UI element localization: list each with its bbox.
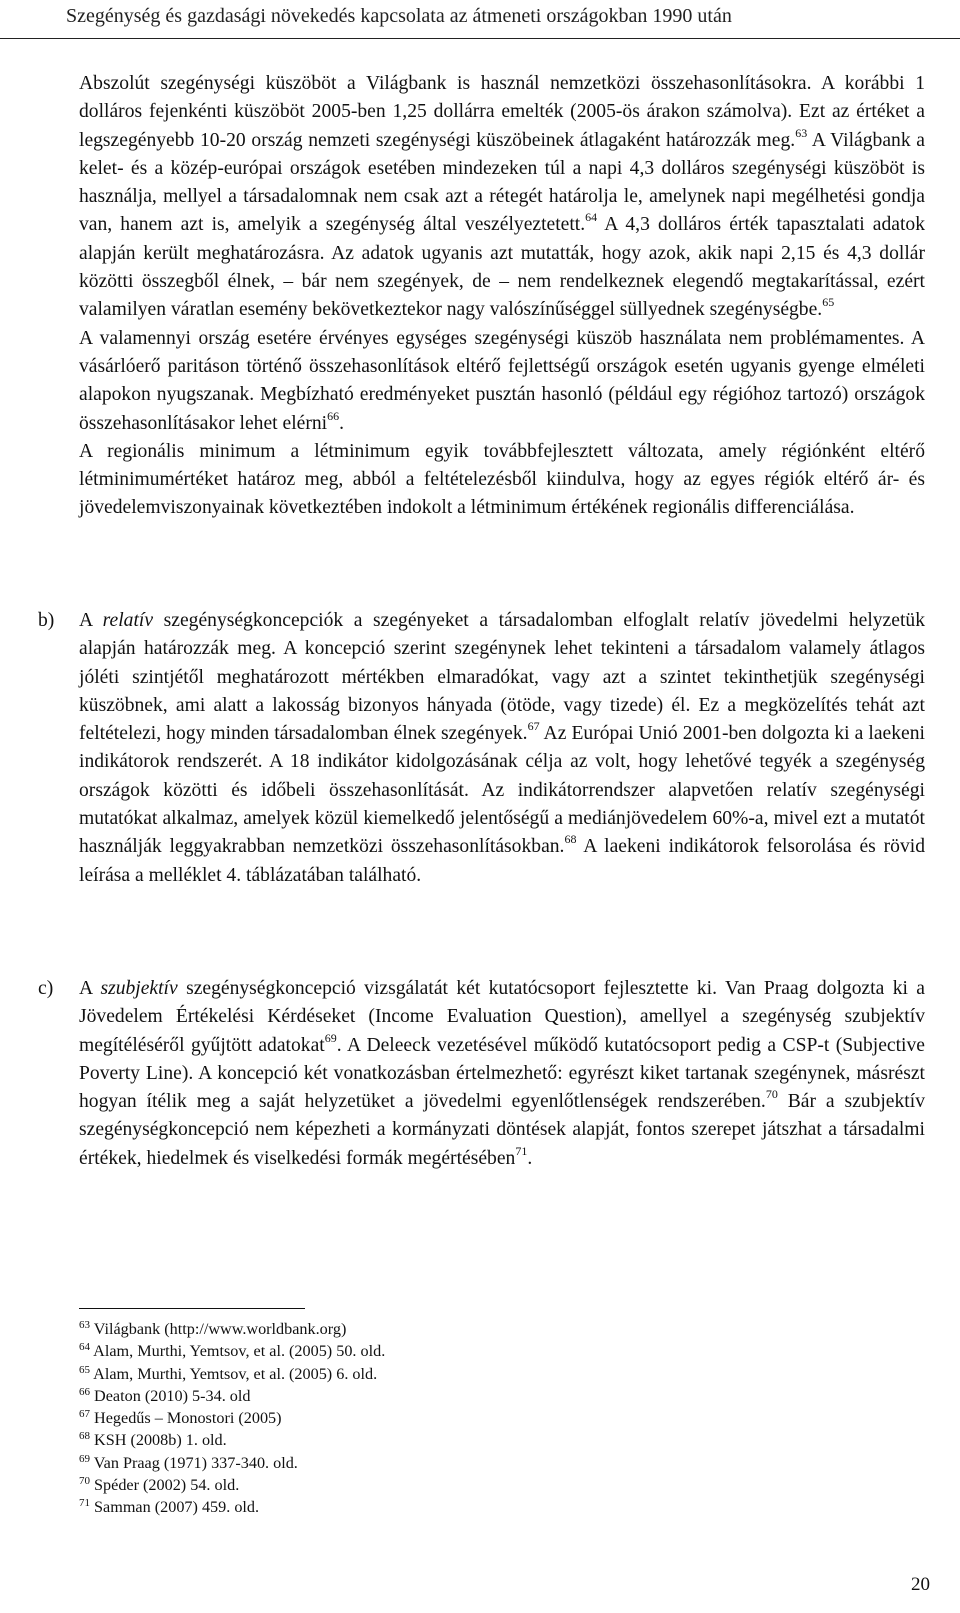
footnote-ref-63[interactable]: 63 [795,125,808,140]
main-text [79,70,925,523]
paragraph-uniform-threshold: A valamennyi ország esetére érvényes egységes szegénységi küszöb használata nem problémamentes. A vásárlóerő paritáson történő összehasonlítások eltérő fejlettségű országok esetén ugyanis gyenge elméleti alapokon nyugszanak. Megbízható eredményeket pusztán hasonló (például egy régióhoz tartozó) országok összehasonlításakor lehet elérni$^{66}$. [79,327,925,434]
list-item-b [38,607,925,890]
footnote-65: $^{65}$ Alam, Murthi, Yemtsov, et al. (2005) 6. old. [79,1363,378,1383]
footnote-ref-71[interactable]: 71 [515,1143,528,1158]
footnote-64: $^{64}$ Alam, Murthi, Yemtsov, et al. (2005) 50. old. [79,1341,386,1361]
term-relativ: relatív [102,610,154,631]
footnote-68: $^{68}$ KSH (2008b) 1. old. [79,1430,227,1450]
footnote-ref-66[interactable]: 66 [327,408,340,423]
footnote-70: $^{70}$ Spéder (2002) 54. old. [79,1475,240,1495]
footnote-ref-64[interactable]: 64 [585,210,598,225]
footnote-ref-65[interactable]: 65 [822,295,835,310]
term-szubjektiv: szubjektív [100,978,178,999]
footnote-67: $^{67}$ Hegedűs – Monostori (2005) [79,1408,282,1428]
footnote-71: $^{71}$ Samman (2007) 459. old. [79,1497,260,1517]
footnotes-list [79,1318,385,1519]
list-label-c: c) [38,978,54,999]
footnote-ref-67[interactable]: 67 [527,719,540,734]
footnote-63: $^{63}$ Világbank (http://www.worldbank.org) [79,1319,347,1338]
paragraph-regional-minimum: A regionális minimum a létminimum egyik továbbfejlesztett változata, amely régiónként eltérő létminimumértéket határoz meg, abból a feltételezésből kiindulva, hogy az egyes régiók eltérő ár- és jövedelemviszonyainak következtében indokolt a létminimum értékének regionális differenciálása. [79,440,925,519]
footnote-ref-68[interactable]: 68 [564,832,577,847]
page-header [0,0,960,39]
page-number: 20 [911,1574,930,1595]
footnote-ref-69[interactable]: 69 [324,1030,337,1045]
list-label-b: b) [38,610,55,631]
footnote-66: $^{66}$ Deaton (2010) 5-34. old [79,1385,251,1405]
list-text-c: A szubjektív szegénységkoncepció vizsgálatát két kutatócsoport fejlesztette ki. Van Praag dolgozta ki a Jövedelem Értékelési Kérdéseket (Income Evaluation Question), amellyel a szegénység szubjektív megítéléséről gyűjtött adatokat$^{69}$. A Deleeck vezetésével működő kutatócsoport pedig a CSP-t (Subjective Poverty Line). A koncepció két vonatkozásban értelmezhető: egyrészt kiket tartanak szegénynek, másrészt hogyan ítélik meg a saját helyzetüket a jövedelmi egyenlőtlenségek rendszerében.$^{70}$ Bár a szubjektív szegénységkoncepció nem képezheti a kormányzati döntések alapját, fontos szerepet játszhat a társadalmi értékek, hiedelmek és viselkedési formák megértésében$^{71}$. [79,978,925,1169]
list-text-b: A relatív szegénységkoncepciók a szegényeket a társadalomban elfoglalt relatív jövedelmi helyzetük alapján határozzák meg. A koncepció szerint szegénynek lehet tekinteni a társadalom valamely átlagos jóléti szintjétől meghatározott mértékben elmaradókat, vagy azt a szintet tekinthetjük szegénységi küszöbnek, ami alatt a lakosság bizonyos hányada (ötöde, vagy tizede) él. Ez a megközelítés tehát azt feltételezi, hogy minden társadalomban élnek szegények.$^{67}$ Az Európai Unió 2001-ben dolgozta ki a laekeni indikátorok rendszerét. A 18 indikátor kidolgozásának célja az volt, hogy lehetővé tegyék a szegénység országok közötti és időbeli összehasonlítását. Az indikátorrendszer alapvetően relatív szegénységi mutatókat alkalmaz, amelyek közül kiemelkedő jelentőségű a mediánjövedelem 60%-a, mivel ezt a mutatót használják leggyakrabban nemzetközi összehasonlításokban.$^{68}$ A laekeni indikátorok felsorolása és rövid leírása a melléklet 4. táblázatában található. [79,610,925,886]
running-title: Szegénység és gazdasági növekedés kapcsolata az átmeneti országokban 1990 után [66,5,732,27]
footnote-ref-70[interactable]: 70 [765,1087,778,1102]
paragraph-world-bank: Abszolút szegénységi küszöböt a Világbank is használ nemzetközi összehasonlításokra. A korábbi 1 dolláros fejenkénti küszöböt 2005-ben 1,25 dollárra emelték (2005-ös árakon számolva). Ezt az értéket a legszegényebb 10-20 ország nemzeti szegénységi küszöbeinek átlagaként határozzák meg.$^{63}$ A Világbank a kelet- és a közép-európai országok esetében mindezeken túl a napi 4,3 dolláros szegénységi küszöböt is használja, mellyel a társadalomnak nem csak azt a rétegét határolja le, amelynek napi megélhetési gondja van, hanem azt is, amelyik a szegénység által veszélyeztetett.$^{64}$ A 4,3 dolláros érték tapasztalati adatok alapján került meghatározásra. Az adatok ugyanis azt mutatták, hogy azok, akik napi 2,15 és 4,3 dollár közötti összegből élnek, – bár nem szegények, de – nem rendelkeznek elegendő megtakarítással, ezért valamilyen váratlan esemény bekövetkeztekor nagy valószínűséggel süllyednek szegénységbe.$^{65}$ [79,73,926,321]
footnote-separator [79,1308,305,1309]
list-item-c [38,975,925,1173]
footnote-69: $^{69}$ Van Praag (1971) 337-340. old. [79,1452,298,1472]
